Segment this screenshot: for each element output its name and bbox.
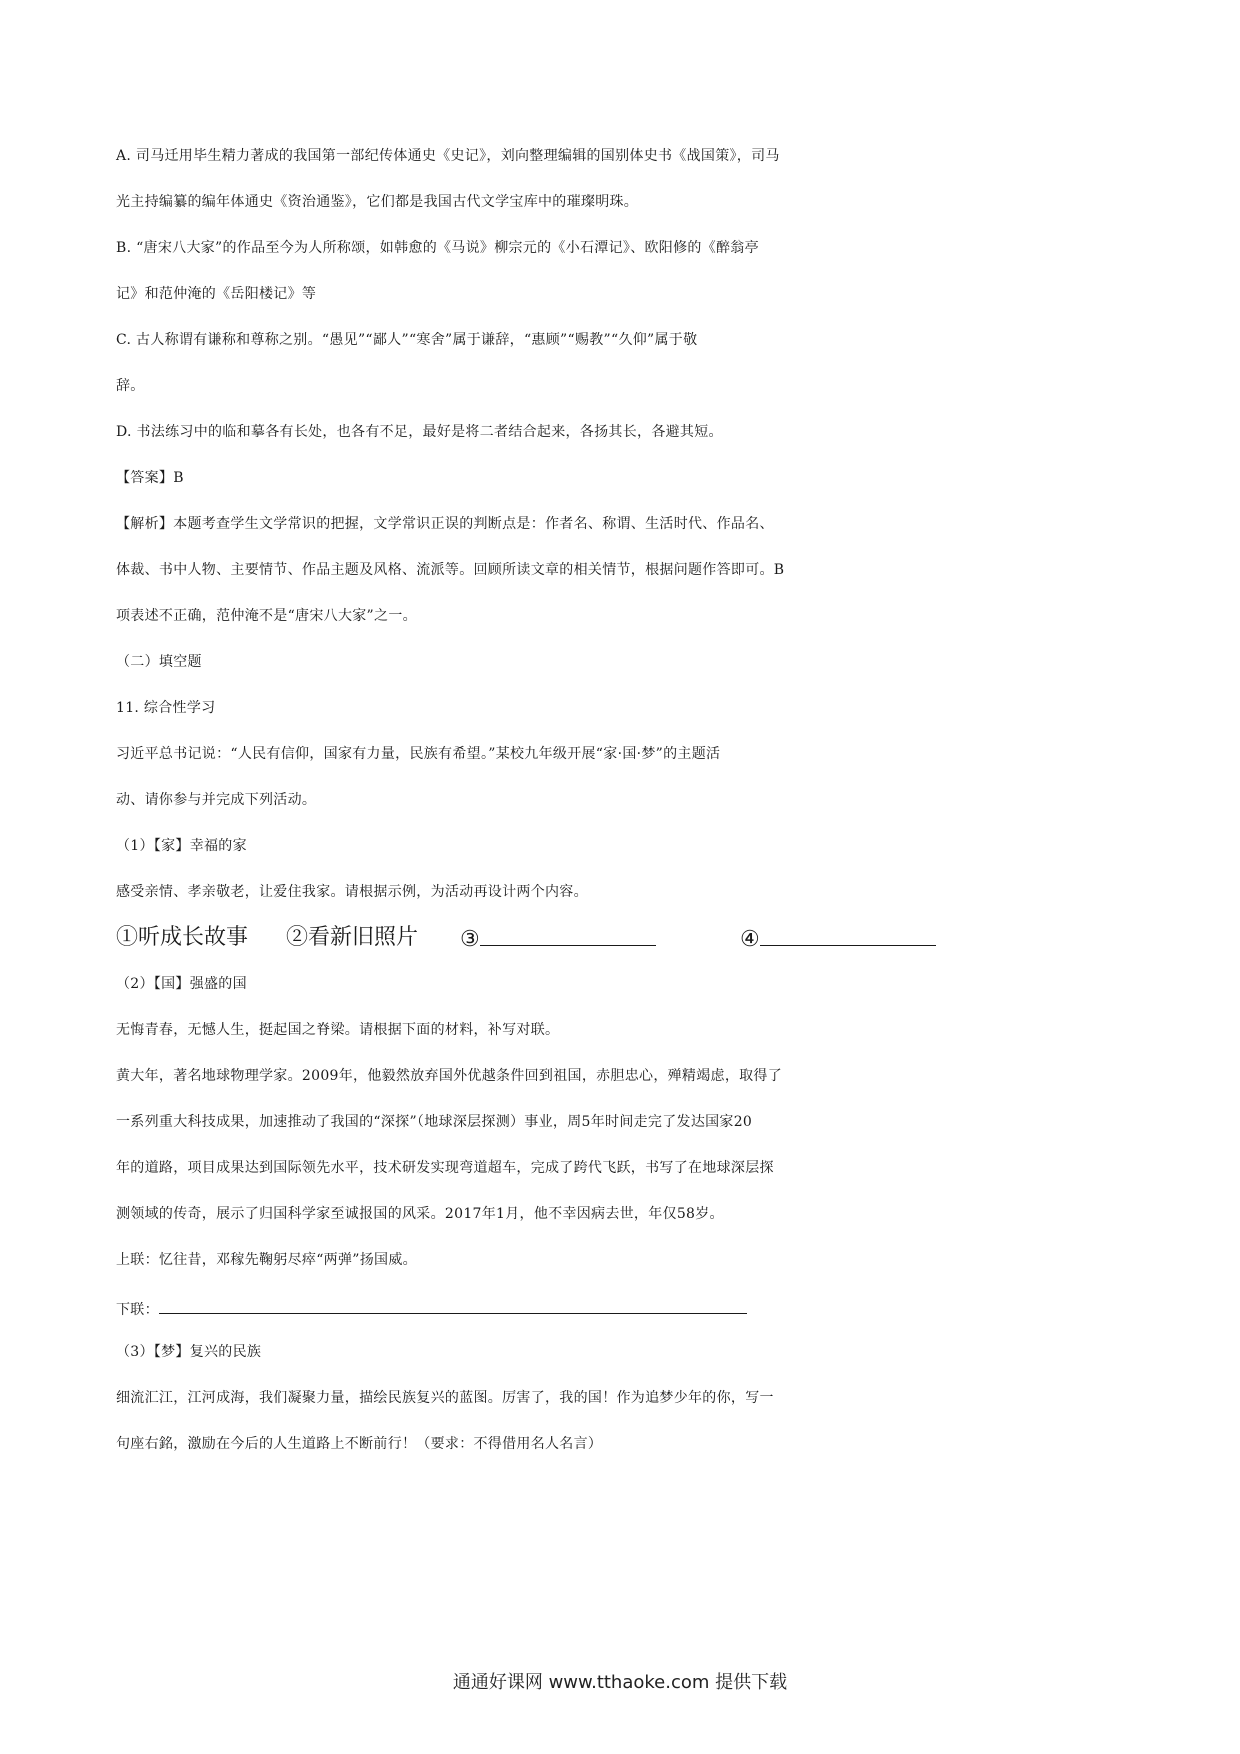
activity-option-4-label: ④ [740, 927, 760, 952]
option-b-line-1: B. “唐宋八大家”的作品至今为人所称颂，如韩愈的《马说》柳宗元的《小石潭记》、欧阳修的《醉翁亭 [116, 240, 759, 256]
option-a-line-1: A. 司马迁用毕生精力著成的我国第一部纪传体通史《史记》，刘向整理编辑的国别体史书《战国策》，司马 [116, 148, 780, 164]
activity-option-4 [740, 923, 936, 955]
activity-option-3 [460, 923, 656, 955]
part-3-prompt-line-2: 句座右銘，激励在今后的人生道路上不断前行！（要求：不得借用名人名言） [116, 1436, 603, 1452]
option-d-line-1: D. 书法练习中的临和摹各有长处，也各有不足，最好是将二者结合起来，各扬其长，各避其短。 [116, 424, 723, 440]
analysis-line-3: 项表述不正确，范仲淹不是“唐宋八大家”之一。 [116, 608, 417, 624]
analysis-line-1: 【解析】本题考查学生文学常识的把握，文学常识正误的判断点是：作者名、称谓、生活时代、作品名、 [116, 516, 774, 532]
activity-option-3-blank[interactable] [480, 923, 656, 946]
upper-couplet: 上联：忆往昔，邓稼先鞠躬尽瘁“两弹”扬国威。 [116, 1252, 417, 1268]
answer-line: 【答案】B [116, 470, 184, 486]
part-2-heading: （2）【国】强盛的国 [116, 976, 247, 992]
activity-option-2: ②看新旧照片 [286, 925, 419, 950]
activity-option-3-label: ③ [460, 927, 480, 952]
lower-couplet-blank[interactable] [159, 1291, 747, 1314]
question-11-intro-line-1: 习近平总书记说：“人民有信仰，国家有力量，民族有希望。”某校九年级开展“家·国·梦”的主题活 [116, 746, 721, 762]
material-line-4: 测领域的传奇，展示了归国科学家至诚报国的风采。2017年1月，他不幸因病去世，年仅58岁。 [116, 1206, 724, 1222]
page-footer: 通通好课网 www.tthaoke.com 提供下载 [452, 1672, 788, 1693]
part-2-prompt: 无悔青春，无憾人生，挺起国之脊梁。请根据下面的材料，补写对联。 [116, 1022, 560, 1038]
material-line-1: 黄大年，著名地球物理学家。2009年，他毅然放弃国外优越条件回到祖国，赤胆忠心，殚精竭虑，取得了 [116, 1068, 783, 1084]
part-1-prompt: 感受亲情、孝亲敬老，让爱住我家。请根据示例，为活动再设计两个内容。 [116, 884, 588, 900]
question-11-title: 11. 综合性学习 [116, 700, 216, 716]
material-line-2: 一系列重大科技成果，加速推动了我国的“深探”（地球深层探测）事业，周5年时间走完了发达国家20 [116, 1114, 753, 1130]
part-3-prompt-line-1: 细流汇江，江河成海，我们凝聚力量，描绘民族复兴的蓝图。厉害了，我的国！作为追梦少年的你，写一 [116, 1390, 774, 1406]
activity-option-4-blank[interactable] [760, 923, 936, 946]
option-b-line-2: 记》和范仲淹的《岳阳楼记》等 [116, 286, 317, 302]
material-line-3: 年的道路，项目成果达到国际领先水平，技术研发实现弯道超车，完成了跨代飞跃，书写了在地球深层探 [116, 1160, 774, 1176]
option-a-line-2: 光主持编纂的编年体通史《资治通鉴》，它们都是我国古代文学宝库中的璀璨明珠。 [116, 194, 639, 210]
lower-couplet [116, 1291, 1136, 1325]
analysis-line-2: 体裁、书中人物、主要情节、作品主题及风格、流派等。回顾所读文章的相关情节，根据问题作答即可。B [116, 562, 785, 578]
part-1-heading: （1）【家】幸福的家 [116, 838, 247, 854]
activity-option-1: ①听成长故事 [116, 925, 249, 950]
option-c-line-1: C. 古人称谓有谦称和尊称之别。“愚见”“鄙人”“寒舍”属于谦辞，“惠顾”“赐教”“久仰”属于敬 [116, 332, 698, 348]
question-11-intro-line-2: 动、请你参与并完成下列活动。 [116, 792, 317, 808]
option-c-line-2: 辞。 [116, 378, 145, 394]
part-3-heading: （3）【梦】复兴的民族 [116, 1344, 262, 1360]
section-title: （二）填空题 [116, 654, 202, 670]
lower-couplet-label: 下联： [116, 1302, 159, 1318]
